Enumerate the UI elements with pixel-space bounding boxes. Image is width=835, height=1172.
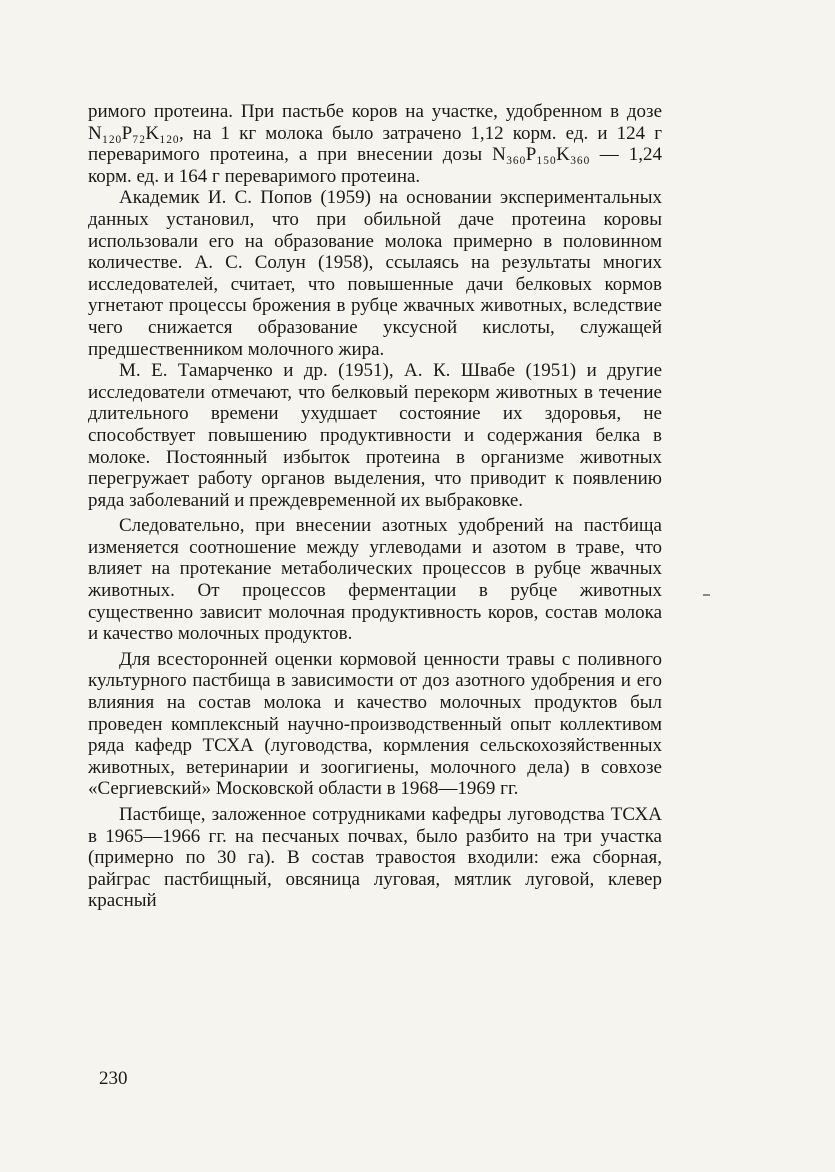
body-text: [88, 101, 662, 912]
paragraph-pasture: Пастбище, заложенное сотрудниками кафедры луговодства ТСХА в 1965—1966 гг. на песчаных почвах, было разбито на три участка (примерно по 30 га). В состав травостоя входили: ежа сборная, райграс пастбищный, овсяница луговая, мятлик луговой, клевер красный: [88, 804, 662, 912]
paragraph-experiment: Для всесторонней оценки кормовой ценности травы с поливного культурного пастбища в зависимости от доз азотного удобрения и его влияния на состав молока и качество молочных продуктов был проведен комплексный научно-производственный опыт коллективом ряда кафедр ТСХА (луговодства, кормления сельскохозяйственных животных, ветеринарии и зоогигиены, молочного дела) в совхозе «Сергиевский» Московской области в 1968—1969 гг.: [88, 648, 662, 800]
paragraph-protein-costs: римого протеина. При пастьбе коров на участке, удобренном в дозе N₁₂₀P₇₂K₁₂₀, на 1 кг молока было затрачено 1,12 корм. ед. и 124 г переваримого протеина, а при внесении дозы N₃₆₀P₁₅₀K₃₆₀ — 1,24 корм. ед. и 164 г переваримого протеина.: [88, 101, 662, 187]
paragraph-popov: Академик И. С. Попов (1959) на основании экспериментальных данных установил, что при обильной даче протеина коровы использовали его на образование молока примерно в половинном количестве. А. С. Солун (1958), ссылаясь на результаты многих исследователей, считает, что повышенные дачи белковых кормов угнетают процессы брожения в рубце жвачных животных, вследствие чего снижается образование уксусной кислоты, служащей предшественником молочного жира.: [88, 187, 662, 360]
paragraph-conclusion: Следовательно, при внесении азотных удобрений на пастбища изменяется соотношение между углеводами и азотом в траве, что влияет на протекание метаболических процессов в рубце жвачных животных. От процессов ферментации в рубце животных существенно зависит молочная продуктивность коров, состав молока и качество молочных продуктов.: [88, 515, 662, 645]
page-number: 230: [99, 1068, 128, 1089]
margin-mark: [703, 594, 710, 596]
paragraph-tamarchenko: М. Е. Тамарченко и др. (1951), А. К. Швабе (1951) и другие исследователи отмечают, что белковый перекорм животных в течение длительного времени ухудшает состояние их здоровья, не способствует повышению продуктивности и содержания белка в молоке. Постоянный избыток протеина в организме животных перегружает работу органов выделения, что приводит к появлению ряда заболеваний и преждевременной их выбраковке.: [88, 360, 662, 511]
